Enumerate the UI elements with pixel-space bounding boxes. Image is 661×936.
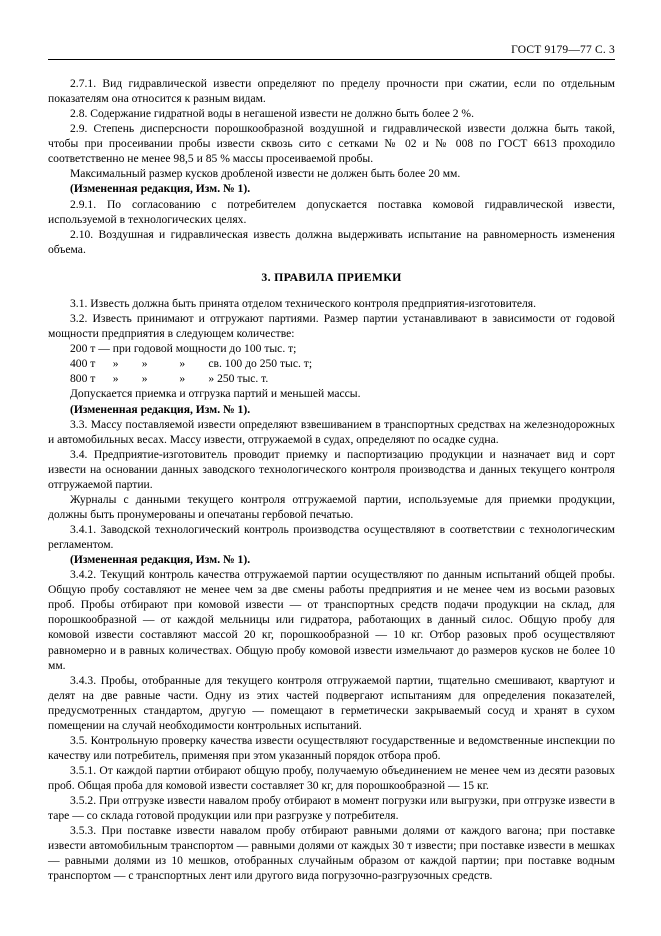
- capacity-table: [48, 341, 615, 386]
- paragraph: 2.9. Степень дисперсности порошкообразной воздушной и гидравлической извести должна быть такой, чтобы при просеивании пробы извести сквозь сито с сетками № 02 и № 008 по ГОСТ 6613 проходило соответственно не менее 98,5 и 85 % массы просеиваемой пробы.: [48, 122, 615, 166]
- paragraph: 3.4.2. Текущий контроль качества отгружаемой партии осуществляют по данным испытаний общей пробы. Общую пробу составляют не менее чем за две смены работы предприятия и не менее чем из восьми разовых проб. Пробы отбирают при комовой извести — от транспортных средств подачи продукции на склад, для порошкообразной — от каждой мельницы или гидратора, работающих в данный силос. Общую пробу для комовой извести составляют массой 20 кг, порошкообразной — 10 кг. Отбор разовых проб осуществляют равномерно и в равных количествах. Общую пробу комовой извести измельчают до размеров кусков не более 10 мм.: [48, 568, 615, 672]
- revision-note: (Измененная редакция, Изм. № 1).: [70, 553, 251, 567]
- revision-note: (Измененная редакция, Изм. № 1).: [70, 402, 251, 416]
- revision-note: (Измененная редакция, Изм. № 1).: [70, 182, 251, 196]
- paragraph: 3.3. Массу поставляемой извести определяют взвешиванием в транспортных средствах на железнодорожных и автомобильных весах. Массу извести, отгружаемой в судах, определяют по осадке судна.: [48, 417, 615, 446]
- document-body: [48, 76, 615, 884]
- page-header: ГОСТ 9179—77 С. 3: [48, 44, 615, 60]
- paragraph: 3.5.1. От каждой партии отбирают общую пробу, получаемую объединением не менее чем из десяти разовых проб. Общая проба для комовой извести составляет 30 кг, для порошкообразной — 15 кг.: [48, 764, 615, 793]
- section-heading: 3. ПРАВИЛА ПРИЕМКИ: [261, 269, 402, 284]
- table-row: 800 т » » » » 250 тыс. т.: [70, 372, 269, 386]
- paragraph: 2.8. Содержание гидратной воды в негашеной извести не должно быть более 2 %.: [70, 107, 474, 121]
- paragraph: 3.5. Контрольную проверку качества извести осуществляют государственные и ведомственные инспекции по качеству или потребитель, применяя при этом указанный порядок отбора проб.: [48, 733, 615, 762]
- table-row: 200 т — при годовой мощности до 100 тыс. т;: [70, 342, 297, 356]
- paragraph: Допускается приемка и отгрузка партий и меньшей массы.: [70, 387, 361, 401]
- paragraph: 3.4.3. Пробы, отобранные для текущего контроля отгружаемой партии, тщательно смешивают, квартуют и делят на две равные части. Одну из этих частей подвергают испытаниям для определения показателей, предусмотренных стандартом, другую — помещают в герметически закрываемый сосуд и хранят в сухом помещении на случай необходимости контрольных испытаний.: [48, 673, 615, 732]
- paragraph: 3.4. Предприятие-изготовитель проводит приемку и паспортизацию продукции и назначает вид и сорт извести на основании данных заводского технологического контроля производства и данных текущего контроля отгружаемой партии.: [48, 447, 615, 491]
- paragraph: 2.9.1. По согласованию с потребителем допускается поставка комовой гидравлической извести, используемой в технологических целях.: [48, 197, 615, 226]
- paragraph: Журналы с данными текущего контроля отгружаемой партии, используемые для приемки продукции, должны быть пронумерованы и опечатаны гербовой печатью.: [48, 492, 615, 521]
- paragraph: Максимальный размер кусков дробленой извести не должен быть более 20 мм.: [70, 167, 461, 181]
- paragraph: 3.5.2. При отгрузке извести навалом пробу отбирают в момент погрузки или выгрузки, при отгрузке извести в таре — со склада готовой продукции или при разгрузке у потребителя.: [48, 794, 615, 823]
- paragraph: 3.5.3. При поставке извести навалом пробу отбирают равными долями от каждого вагона; при поставке извести автомобильным транспортом — равными долями от каждых 30 т извести; при поставке извести в мешках — равными долями из 10 мешков, отобранных случайным образом от каждой партии; при поставке водным транспортом — с транспортных лент или другого вида погрузочно-разгрузочных средств.: [48, 824, 615, 883]
- table-row: 400 т » » » св. 100 до 250 тыс. т;: [70, 357, 313, 371]
- paragraph: 2.7.1. Вид гидравлической извести определяют по пределу прочности при сжатии, если по отдельным показателям она относится к разным видам.: [48, 77, 615, 106]
- paragraph: 2.10. Воздушная и гидравлическая известь должна выдерживать испытание на равномерность изменения объема.: [48, 227, 615, 256]
- paragraph: 3.1. Известь должна быть принята отделом технического контроля предприятия-изготовителя.: [70, 297, 537, 311]
- paragraph: 3.4.1. Заводской технологический контроль производства осуществляют в соответствии с технологическим регламентом.: [48, 523, 615, 552]
- paragraph: 3.2. Известь принимают и отгружают партиями. Размер партии устанавливают в зависимости от годовой мощности предприятия в следующем количестве:: [48, 312, 615, 341]
